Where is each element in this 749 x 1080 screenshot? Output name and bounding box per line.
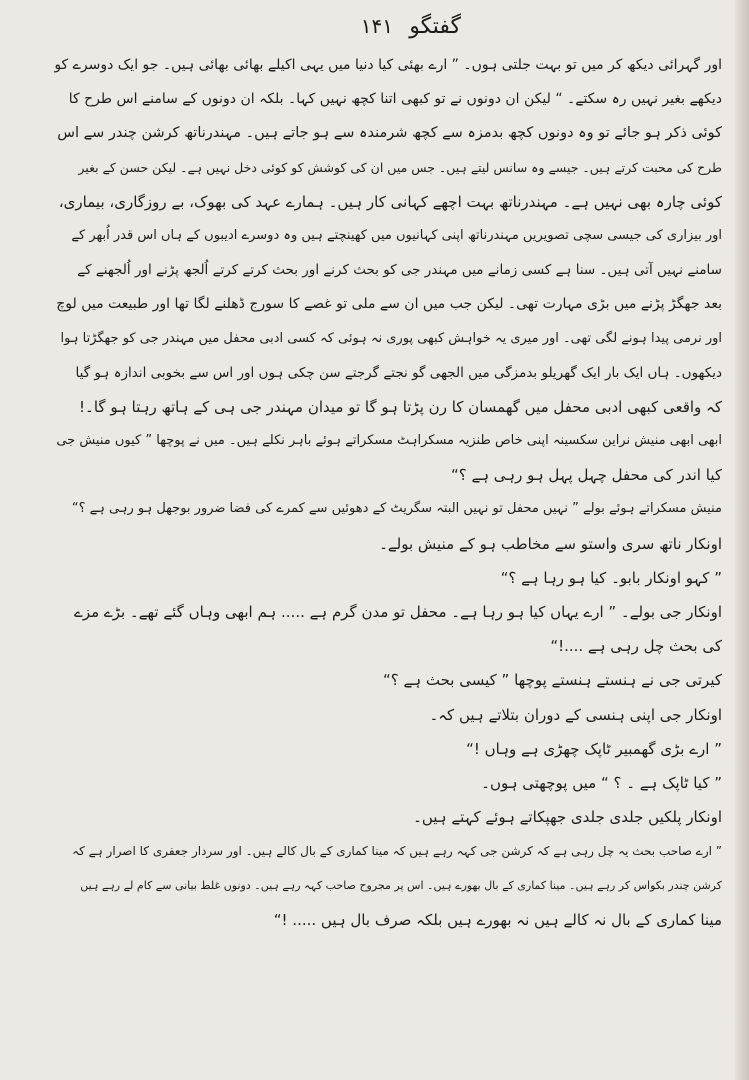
page-body [54, 48, 722, 1038]
text-line: ” کہو اونکار بابو۔ کیا ہو رہا ہے ؟“ [500, 568, 722, 587]
paragraph [54, 424, 722, 492]
text-line: ” ارے صاحب بحث یہ چل رہی ہے کہ کرشن جی کہہ رہے ہیں کہ مینا کماری کے بال کالے ہیں۔ اور سردار جعفری کا اصرار ہے کہ [72, 844, 722, 859]
paragraph [54, 732, 722, 766]
text-line: کی بحث چل رہی ہے ....!“ [550, 637, 722, 656]
text-line: اونکار جی بولے۔ ” ارے یہاں کیا ہو رہا ہے۔ محفل تو مدن گرم ہے ..... ہم ابھی وہاں گئے تھے۔ بڑے مزے [74, 603, 722, 621]
page-header [0, 14, 749, 48]
paragraph [54, 663, 722, 697]
text-line: کوئی ذکر ہو جائے تو وہ دونوں کچھ بدمزہ سے کچھ شرمندہ سے ہو جاتے ہیں۔ مہندرناتھ کرشن چندر سے اس [57, 125, 722, 142]
text-line: دیکھوں۔ ہاں ایک بار ایک گھریلو بدمزگی میں الجھی گو نجتے گرجتے سن چکی ہوں اور اس سے بخوبی اندازہ ہو گیا [75, 364, 722, 381]
page-edge [735, 0, 749, 1080]
text-line: کوئی چارہ بھی نہیں ہے۔ مہندرناتھ بہت اچھے کہانی کار ہیں۔ ہمارے عہد کی بھوک، بے روزگاری، بیماری، [58, 192, 722, 211]
text-line: اور نرمی پیدا ہونے لگی تھی۔ اور میری یہ خواہش کبھی پوری نہ ہوئی کہ کسی ادبی محفل میں مہندر جی کو جھگڑتا ہوا [60, 330, 722, 346]
text-line: اور گہرائی دیکھ کر میں تو بہت جلتی ہوں۔ ” ارے بھئی کیا دنیا میں یہی اکیلے بھائی بھائی ہیں۔ جو ایک دوسرے کو [54, 57, 722, 73]
paragraph [54, 766, 722, 800]
text-line: اور بیزاری کی جیسی سچی تصویریں مہندرناتھ اپنی کہانیوں میں کھینچتے ہیں وہ دوسرے ادیبوں کے ہاں اس قدر اُبھر کے [71, 227, 722, 243]
paragraph [54, 561, 722, 595]
paragraph [54, 527, 722, 561]
paragraph [54, 800, 722, 834]
paragraph [54, 834, 722, 937]
text-line: کیا اندر کی محفل چہل پہل ہو رہی ہے ؟“ [450, 466, 722, 485]
text-line: دیکھے بغیر نہیں رہ سکتے۔ “ لیکن ان دونوں نے تو کبھی اتنا کچھ نہیں کہا۔ بلکہ ان دونوں کے سامنے اس طرح کا [68, 91, 722, 108]
text-line: ” کیا ٹاپک ہے ۔ ؟ “ میں پوچھتی ہوں۔ [481, 773, 722, 792]
page-number: ۱۴۱ [360, 14, 393, 38]
text-line: مینا کماری کے بال نہ کالے ہیں نہ بھورے ہیں بلکہ صرف بال ہیں ..... !“ [273, 910, 722, 929]
text-line: سامنے نہیں آتی ہیں۔ سنا ہے کسی زمانے میں مہندر جی کو بحث کرنے اور بحث کرتے کرتے اُلجھ پڑنے اور اُلجھنے کے [77, 262, 722, 279]
text-line: کرشن چندر بکواس کر رہے ہیں۔ مینا کماری کے بال بھورے ہیں۔ اس پر مجروح صاحب کہہ رہے ہیں۔ دونوں غلط بیانی سے کام لے رہے ہیں [80, 878, 722, 892]
text-line: کیرتی جی نے ہنستے ہنستے پوچھا ” کیسی بحث ہے ؟“ [383, 671, 722, 690]
text-line: کہ واقعی کبھی ادبی محفل میں گھمسان کا رن پڑتا ہو گا تو میدان مہندر جی ہی کے ہاتھ رہتا ہو گا۔! [79, 397, 722, 416]
text-line: ابھی ابھی منیش نراین سکسینہ اپنی خاص طنزیہ مسکراہٹ مسکراتے ہوئے باہر نکلے ہیں۔ میں نے پوچھا ” کیوں منیش جی [56, 433, 722, 449]
text-line: اونکار پلکیں جلدی جلدی جھپکاتے ہوئے کہتے ہیں۔ [413, 808, 722, 827]
text-line: اونکار ناتھ سری واستو سے مخاطب ہو کے منیش بولے۔ [379, 534, 722, 553]
text-line: اونکار جی اپنی ہنسی کے دوران بتلاتے ہیں کہ۔ [429, 705, 722, 724]
running-title: گفتگو [409, 14, 461, 39]
text-line: منیش مسکراتے ہوئے بولے ” نہیں محفل تو نہیں البتہ سگریٹ کے دھوئیں سے کمرے کی فضا ضرور بوجھل ہو رہی ہے ؟“ [71, 501, 722, 517]
paragraph [54, 48, 722, 424]
paragraph [54, 492, 722, 526]
text-line: بعد جھگڑ پڑنے میں بڑی مہارت تھی۔ لیکن جب میں ان سے ملی تو غصے کا سورج ڈھلنے لگا تھا اور طبیعت میں لوچ [56, 296, 722, 313]
text-line: طرح کی محبت کرتے ہیں۔ جیسے وہ سانس لیتے ہیں۔ جس میں ان کی کوشش کو کوئی دخل نہیں ہے۔ لیکن حسن کے بغیر [78, 159, 722, 175]
paragraph [54, 595, 722, 663]
paragraph [54, 698, 722, 732]
text-line: ” ارے بڑی گھمبیر ٹاپک چھڑی ہے وہاں !“ [466, 739, 722, 758]
